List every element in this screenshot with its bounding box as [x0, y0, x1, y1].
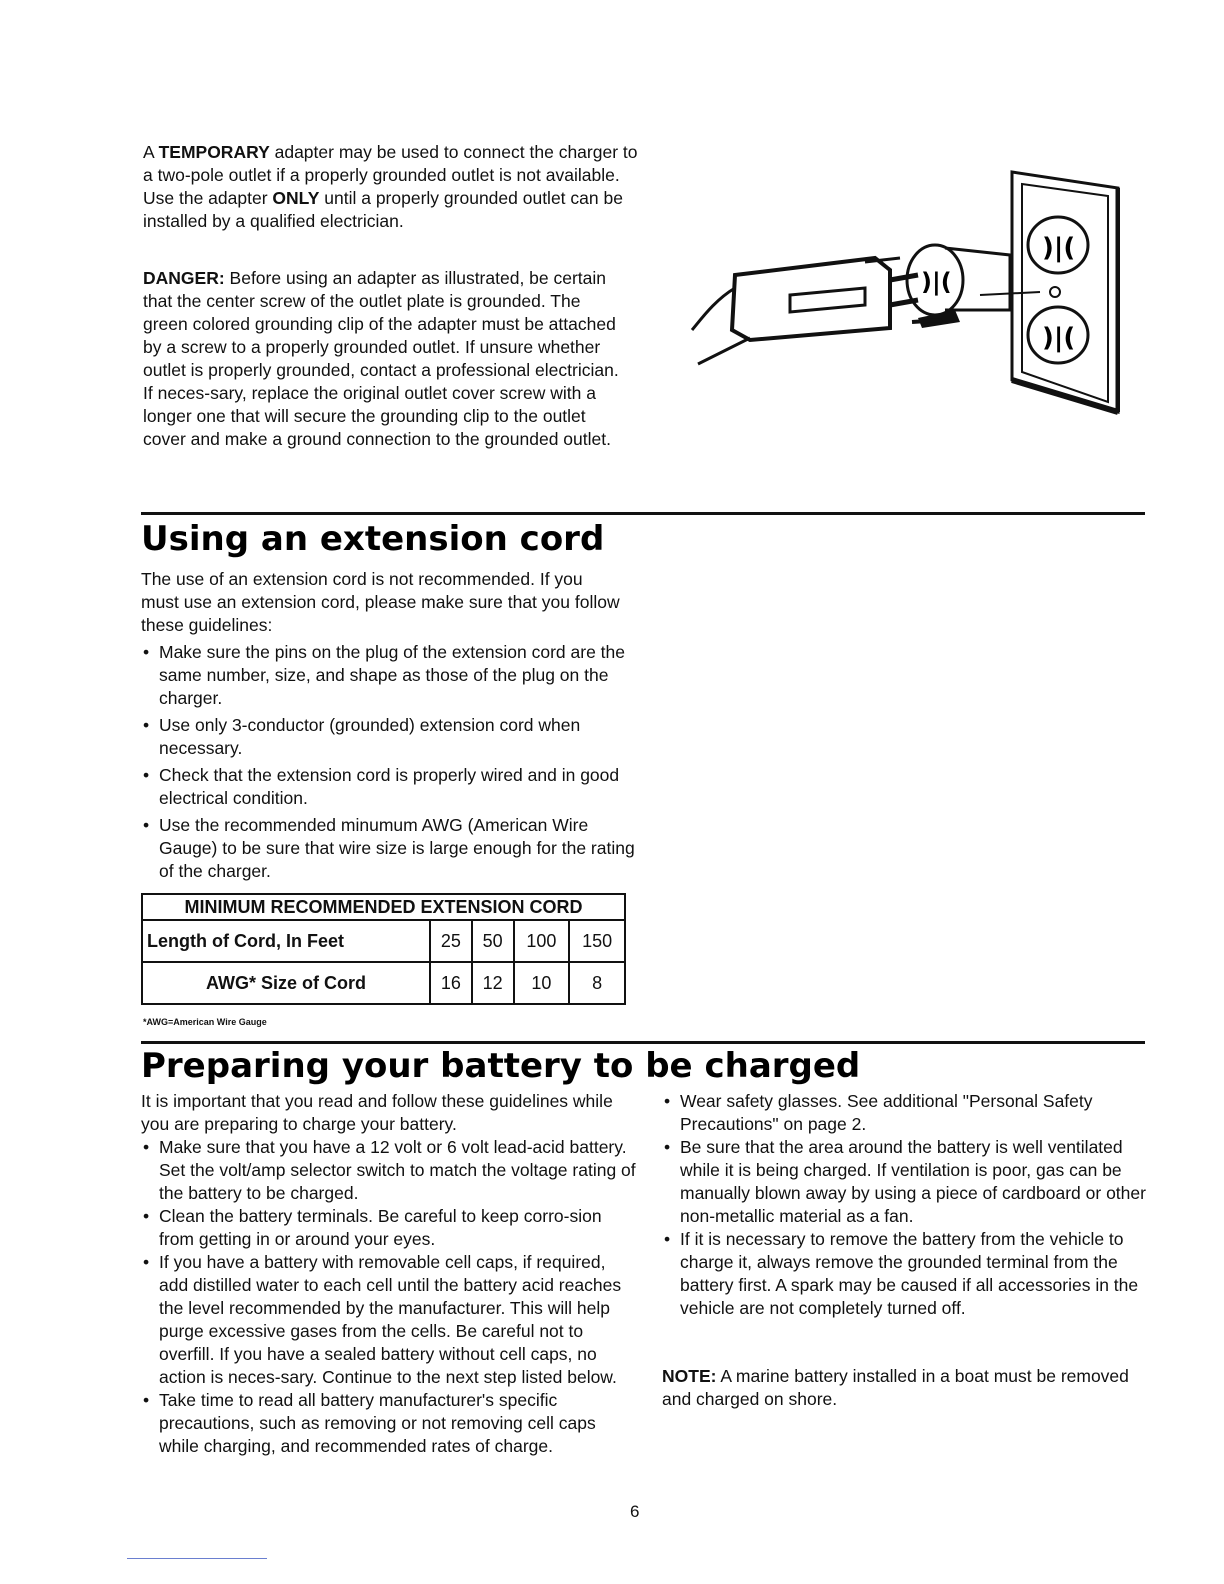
table-cell: 12: [472, 962, 514, 1004]
table-cell: 150: [569, 920, 625, 962]
table-cell: 16: [430, 962, 472, 1004]
extension-cord-table: [141, 893, 626, 1005]
table-cell: 8: [569, 962, 625, 1004]
battery-right-list: [662, 1090, 1152, 1320]
list-item: • Take time to read all battery manufacturer's specific precautions, such as removing or not removing cell caps while charging, and recommended rates of charge.: [141, 1389, 636, 1458]
list-item: • Check that the extension cord is properly wired and in good electrical condition.: [141, 764, 636, 810]
list-item: • If it is necessary to remove the battery from the vehicle to charge it, always remove the grounded terminal from the battery first. A spark may be caused if all accessories in the vehicle are not completely turned off.: [662, 1228, 1152, 1320]
battery-heading: Preparing your battery to be charged: [141, 1046, 861, 1086]
danger-paragraph: DANGER: Before using an adapter as illustrated, be certain that the center screw of the outlet plate is grounded. The green colored grounding clip of the adapter must be attached by a screw to a properly grounded outlet. If unsure whether outlet is properly grounded, contact a professional electrician. If neces-sary, replace the original outlet cover screw with a longer one that will secure the grounding clip to the outlet cover and make a ground connection to the grounded outlet.: [143, 268, 619, 449]
page-number: 6: [630, 1502, 640, 1521]
list-item: • Make sure the pins on the plug of the extension cord are the same number, size, and shape as those of the plug on the charger.: [141, 641, 636, 710]
battery-intro: It is important that you read and follow these guidelines while you are preparing to charge your battery.: [141, 1091, 613, 1134]
section-divider-2: [141, 1041, 1145, 1044]
awg-footnote: *AWG=American Wire Gauge: [143, 1017, 267, 1027]
adapter-outlet-illustration: [690, 170, 1120, 420]
battery-left-list: [141, 1136, 636, 1458]
list-item: • Clean the battery terminals. Be careful to keep corro-sion from getting in or around your eyes.: [141, 1205, 636, 1251]
section-divider-1: [141, 512, 1145, 515]
table-cell: 10: [514, 962, 570, 1004]
table-row: [142, 962, 625, 1004]
svg-text:)|(: )|(: [921, 268, 952, 296]
table-cell: 50: [472, 920, 514, 962]
temporary-adapter-paragraph: A TEMPORARY adapter may be used to connect the charger to a two-pole outlet if a properly grounded outlet is not available. Use the adapter ONLY until a properly grounded outlet can be installed by a qualified electrician.: [143, 142, 638, 231]
table-header: MINIMUM RECOMMENDED EXTENSION CORD: [142, 894, 625, 920]
list-item: • Use only 3-conductor (grounded) extension cord when necessary.: [141, 714, 636, 760]
scan-mark-line: [127, 1558, 267, 1559]
svg-text:)|(: )|(: [1042, 323, 1076, 353]
list-item: • Be sure that the area around the battery is well ventilated while it is being charged. If ventilation is poor, gas can be manually blown away by using a piece of cardboard or other non-metallic material as a fan.: [662, 1136, 1152, 1228]
row-label-awg: AWG* Size of Cord: [142, 962, 430, 1004]
extension-intro: The use of an extension cord is not recommended. If you must use an extension cord, please make sure that you follow these guidelines:: [141, 569, 620, 635]
extension-cord-heading: Using an extension cord: [141, 519, 605, 559]
list-item: • Use the recommended minumum AWG (American Wire Gauge) to be sure that wire size is large enough for the rating of the charger.: [141, 814, 636, 883]
list-item: • Make sure that you have a 12 volt or 6 volt lead-acid battery. Set the volt/amp selector switch to match the voltage rating of the battery to be charged.: [141, 1136, 636, 1205]
table-header-row: [142, 894, 625, 920]
list-item: • Wear safety glasses. See additional "Personal Safety Precautions" on page 2.: [662, 1090, 1152, 1136]
table-row: [142, 920, 625, 962]
svg-text:)|(: )|(: [1042, 233, 1076, 263]
marine-battery-note: NOTE: A marine battery installed in a boat must be removed and charged on shore.: [662, 1366, 1129, 1409]
table-cell: 100: [514, 920, 570, 962]
row-label-length: Length of Cord, In Feet: [142, 920, 430, 962]
extension-guidelines-list: [141, 641, 636, 887]
table-cell: 25: [430, 920, 472, 962]
list-item: • If you have a battery with removable cell caps, if required, add distilled water to each cell until the battery acid reaches the level recommended by the manufacturer. This will help purge excessive gases from the cells. Be careful not to overfill. If you have a sealed battery without cell caps, no action is neces-sary. Continue to the next step listed below.: [141, 1251, 636, 1389]
